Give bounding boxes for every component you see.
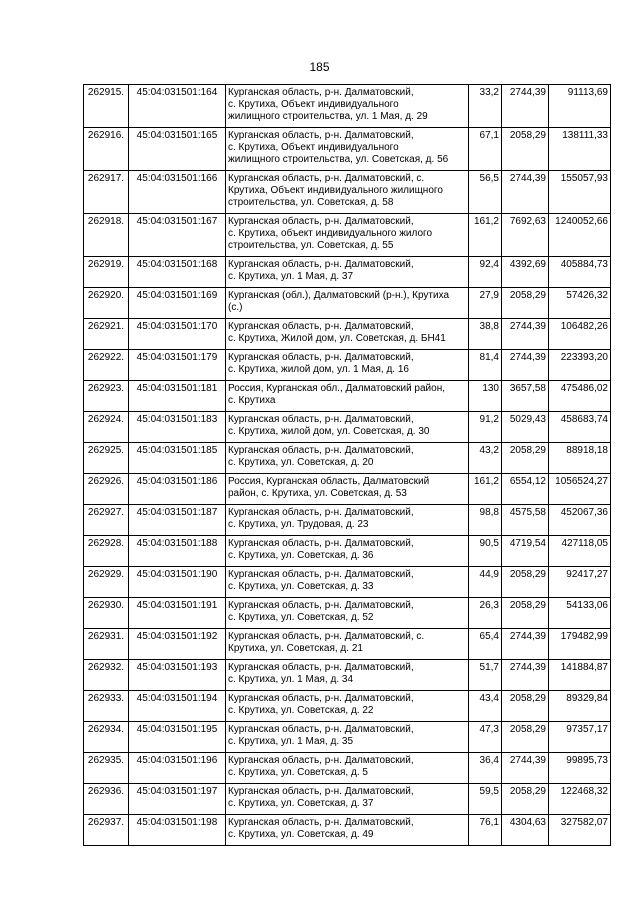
cadastral-number-cell: 45:04:031501:170 bbox=[129, 319, 226, 350]
table-row bbox=[84, 257, 611, 288]
cadastral-value-cell: 89329,84 bbox=[549, 691, 611, 722]
row-number-cell: 262921. bbox=[84, 319, 129, 350]
address-cell: Курганская (обл.), Далматовский (р-н.), Крутиха (с.) bbox=[226, 288, 469, 319]
area-cell: 90,5 bbox=[469, 536, 502, 567]
specific-value-cell: 2744,39 bbox=[502, 171, 549, 214]
row-number-cell: 262924. bbox=[84, 412, 129, 443]
cadastral-value-cell: 91113,69 bbox=[549, 85, 611, 128]
specific-value-cell: 4392,69 bbox=[502, 257, 549, 288]
table-row bbox=[84, 381, 611, 412]
row-number-cell: 262937. bbox=[84, 815, 129, 846]
area-cell: 67,1 bbox=[469, 128, 502, 171]
table-row bbox=[84, 412, 611, 443]
row-number-cell: 262920. bbox=[84, 288, 129, 319]
area-cell: 130 bbox=[469, 381, 502, 412]
cadastral-number-cell: 45:04:031501:179 bbox=[129, 350, 226, 381]
address-cell: Курганская область, р-н. Далматовский, с. Крутиха, ул. Советская, д. 33 bbox=[226, 567, 469, 598]
table-row bbox=[84, 598, 611, 629]
address-cell: Курганская область, р-н. Далматовский, с. Крутиха, ул. Советская, д. 20 bbox=[226, 443, 469, 474]
address-cell: Курганская область, р-н. Далматовский, с. Крутиха, Объект индивидуального жилищного строительства, ул. Советская, д. 56 bbox=[226, 128, 469, 171]
cadastral-value-cell: 223393,20 bbox=[549, 350, 611, 381]
table-row bbox=[84, 350, 611, 381]
area-cell: 38,8 bbox=[469, 319, 502, 350]
cadastral-value-cell: 106482,26 bbox=[549, 319, 611, 350]
address-cell: Курганская область, р-н. Далматовский, с. Крутиха, ул. 1 Мая, д. 37 bbox=[226, 257, 469, 288]
address-cell: Курганская область, р-н. Далматовский, с. Крутиха, ул. Советская, д. 36 bbox=[226, 536, 469, 567]
cadastral-number-cell: 45:04:031501:181 bbox=[129, 381, 226, 412]
specific-value-cell: 2058,29 bbox=[502, 128, 549, 171]
row-number-cell: 262927. bbox=[84, 505, 129, 536]
row-number-cell: 262923. bbox=[84, 381, 129, 412]
cadastral-value-cell: 57426,32 bbox=[549, 288, 611, 319]
address-cell: Курганская область, р-н. Далматовский, с. Крутиха, ул. Советская, д. 5 bbox=[226, 753, 469, 784]
table-row bbox=[84, 505, 611, 536]
address-cell: Курганская область, р-н. Далматовский, с. Крутиха, ул. Советская, д. 37 bbox=[226, 784, 469, 815]
specific-value-cell: 2058,29 bbox=[502, 567, 549, 598]
cadastral-value-cell: 88918,18 bbox=[549, 443, 611, 474]
specific-value-cell: 3657,58 bbox=[502, 381, 549, 412]
address-cell: Россия, Курганская обл., Далматовский район, с. Крутиха bbox=[226, 381, 469, 412]
area-cell: 98,8 bbox=[469, 505, 502, 536]
row-number-cell: 262933. bbox=[84, 691, 129, 722]
cadastral-number-cell: 45:04:031501:194 bbox=[129, 691, 226, 722]
area-cell: 26,3 bbox=[469, 598, 502, 629]
address-cell: Курганская область, р-н. Далматовский, с. Крутиха, Объект индивидуального жилищного строительства, ул. 1 Мая, д. 29 bbox=[226, 85, 469, 128]
cadastral-number-cell: 45:04:031501:198 bbox=[129, 815, 226, 846]
cadastral-number-cell: 45:04:031501:193 bbox=[129, 660, 226, 691]
table-row bbox=[84, 214, 611, 257]
cadastral-value-cell: 458683,74 bbox=[549, 412, 611, 443]
row-number-cell: 262915. bbox=[84, 85, 129, 128]
area-cell: 92,4 bbox=[469, 257, 502, 288]
row-number-cell: 262922. bbox=[84, 350, 129, 381]
specific-value-cell: 6554,12 bbox=[502, 474, 549, 505]
specific-value-cell: 2744,39 bbox=[502, 660, 549, 691]
specific-value-cell: 2744,39 bbox=[502, 350, 549, 381]
specific-value-cell: 2744,39 bbox=[502, 319, 549, 350]
address-cell: Россия, Курганская область, Далматовский район, с. Крутиха, ул. Советская, д. 53 bbox=[226, 474, 469, 505]
cadastral-value-cell: 54133,06 bbox=[549, 598, 611, 629]
cadastral-value-cell: 97357,17 bbox=[549, 722, 611, 753]
specific-value-cell: 2058,29 bbox=[502, 443, 549, 474]
cadastral-value-cell: 92417,27 bbox=[549, 567, 611, 598]
cadastral-number-cell: 45:04:031501:185 bbox=[129, 443, 226, 474]
specific-value-cell: 7692,63 bbox=[502, 214, 549, 257]
area-cell: 36,4 bbox=[469, 753, 502, 784]
cadastral-number-cell: 45:04:031501:186 bbox=[129, 474, 226, 505]
row-number-cell: 262926. bbox=[84, 474, 129, 505]
area-cell: 33,2 bbox=[469, 85, 502, 128]
registry-table bbox=[83, 84, 611, 846]
table-row bbox=[84, 319, 611, 350]
row-number-cell: 262928. bbox=[84, 536, 129, 567]
cadastral-number-cell: 45:04:031501:188 bbox=[129, 536, 226, 567]
table-row bbox=[84, 691, 611, 722]
table-row bbox=[84, 722, 611, 753]
row-number-cell: 262930. bbox=[84, 598, 129, 629]
table-row bbox=[84, 288, 611, 319]
address-cell: Курганская область, р-н. Далматовский, с. Крутиха, ул. 1 Мая, д. 34 bbox=[226, 660, 469, 691]
row-number-cell: 262925. bbox=[84, 443, 129, 474]
specific-value-cell: 2058,29 bbox=[502, 784, 549, 815]
address-cell: Курганская область, р-н. Далматовский, с. Крутиха, ул. Трудовая, д. 23 bbox=[226, 505, 469, 536]
area-cell: 76,1 bbox=[469, 815, 502, 846]
table-row bbox=[84, 474, 611, 505]
specific-value-cell: 5029,43 bbox=[502, 412, 549, 443]
cadastral-value-cell: 475486,02 bbox=[549, 381, 611, 412]
address-cell: Курганская область, р-н. Далматовский, с. Крутиха, объект индивидуального жилого строительства, ул. Советская, д. 55 bbox=[226, 214, 469, 257]
cadastral-value-cell: 452067,36 bbox=[549, 505, 611, 536]
address-cell: Курганская область, р-н. Далматовский, с. Крутиха, Объект индивидуального жилищного строительства, ул. Советская, д. 58 bbox=[226, 171, 469, 214]
address-cell: Курганская область, р-н. Далматовский, с. Крутиха, ул. Советская, д. 52 bbox=[226, 598, 469, 629]
area-cell: 43,2 bbox=[469, 443, 502, 474]
cadastral-number-cell: 45:04:031501:168 bbox=[129, 257, 226, 288]
row-number-cell: 262929. bbox=[84, 567, 129, 598]
row-number-cell: 262919. bbox=[84, 257, 129, 288]
address-cell: Курганская область, р-н. Далматовский, с. Крутиха, ул. Советская, д. 21 bbox=[226, 629, 469, 660]
cadastral-value-cell: 1240052,66 bbox=[549, 214, 611, 257]
area-cell: 56,5 bbox=[469, 171, 502, 214]
specific-value-cell: 2058,29 bbox=[502, 288, 549, 319]
row-number-cell: 262917. bbox=[84, 171, 129, 214]
area-cell: 161,2 bbox=[469, 474, 502, 505]
area-cell: 161,2 bbox=[469, 214, 502, 257]
cadastral-value-cell: 1056524,27 bbox=[549, 474, 611, 505]
table-row bbox=[84, 660, 611, 691]
specific-value-cell: 2058,29 bbox=[502, 598, 549, 629]
cadastral-number-cell: 45:04:031501:167 bbox=[129, 214, 226, 257]
specific-value-cell: 2744,39 bbox=[502, 85, 549, 128]
cadastral-number-cell: 45:04:031501:164 bbox=[129, 85, 226, 128]
cadastral-value-cell: 327582,07 bbox=[549, 815, 611, 846]
cadastral-number-cell: 45:04:031501:190 bbox=[129, 567, 226, 598]
cadastral-value-cell: 427118,05 bbox=[549, 536, 611, 567]
table-row bbox=[84, 567, 611, 598]
specific-value-cell: 2058,29 bbox=[502, 722, 549, 753]
area-cell: 27,9 bbox=[469, 288, 502, 319]
address-cell: Курганская область, р-н. Далматовский, с. Крутиха, ул. 1 Мая, д. 35 bbox=[226, 722, 469, 753]
cadastral-value-cell: 155057,93 bbox=[549, 171, 611, 214]
table-row bbox=[84, 85, 611, 128]
registry-table-body bbox=[84, 85, 611, 846]
address-cell: Курганская область, р-н. Далматовский, с. Крутиха, ул. Советская, д. 49 bbox=[226, 815, 469, 846]
specific-value-cell: 2744,39 bbox=[502, 753, 549, 784]
cadastral-number-cell: 45:04:031501:192 bbox=[129, 629, 226, 660]
cadastral-number-cell: 45:04:031501:166 bbox=[129, 171, 226, 214]
table-row bbox=[84, 753, 611, 784]
table-row bbox=[84, 784, 611, 815]
specific-value-cell: 4304,63 bbox=[502, 815, 549, 846]
address-cell: Курганская область, р-н. Далматовский, с. Крутиха, ул. Советская, д. 22 bbox=[226, 691, 469, 722]
row-number-cell: 262935. bbox=[84, 753, 129, 784]
cadastral-number-cell: 45:04:031501:196 bbox=[129, 753, 226, 784]
table-row bbox=[84, 629, 611, 660]
page-number: 185 bbox=[309, 60, 330, 74]
cadastral-number-cell: 45:04:031501:165 bbox=[129, 128, 226, 171]
cadastral-value-cell: 138111,33 bbox=[549, 128, 611, 171]
row-number-cell: 262934. bbox=[84, 722, 129, 753]
cadastral-value-cell: 99895,73 bbox=[549, 753, 611, 784]
cadastral-number-cell: 45:04:031501:187 bbox=[129, 505, 226, 536]
table-row bbox=[84, 536, 611, 567]
area-cell: 91,2 bbox=[469, 412, 502, 443]
address-cell: Курганская область, р-н. Далматовский, с. Крутиха, жилой дом, ул. 1 Мая, д. 16 bbox=[226, 350, 469, 381]
cadastral-value-cell: 405884,73 bbox=[549, 257, 611, 288]
area-cell: 43,4 bbox=[469, 691, 502, 722]
table-row bbox=[84, 128, 611, 171]
cadastral-number-cell: 45:04:031501:169 bbox=[129, 288, 226, 319]
table-row bbox=[84, 443, 611, 474]
area-cell: 47,3 bbox=[469, 722, 502, 753]
area-cell: 44,9 bbox=[469, 567, 502, 598]
row-number-cell: 262918. bbox=[84, 214, 129, 257]
area-cell: 81,4 bbox=[469, 350, 502, 381]
row-number-cell: 262916. bbox=[84, 128, 129, 171]
area-cell: 51,7 bbox=[469, 660, 502, 691]
table-row bbox=[84, 171, 611, 214]
cadastral-value-cell: 141884,87 bbox=[549, 660, 611, 691]
row-number-cell: 262936. bbox=[84, 784, 129, 815]
cadastral-number-cell: 45:04:031501:195 bbox=[129, 722, 226, 753]
address-cell: Курганская область, р-н. Далматовский, с. Крутиха, Жилой дом, ул. Советская, д. БН41 bbox=[226, 319, 469, 350]
cadastral-value-cell: 179482,99 bbox=[549, 629, 611, 660]
specific-value-cell: 2744,39 bbox=[502, 629, 549, 660]
row-number-cell: 262931. bbox=[84, 629, 129, 660]
table-row bbox=[84, 815, 611, 846]
cadastral-number-cell: 45:04:031501:197 bbox=[129, 784, 226, 815]
specific-value-cell: 4719,54 bbox=[502, 536, 549, 567]
area-cell: 59,5 bbox=[469, 784, 502, 815]
cadastral-number-cell: 45:04:031501:191 bbox=[129, 598, 226, 629]
area-cell: 65,4 bbox=[469, 629, 502, 660]
cadastral-value-cell: 122468,32 bbox=[549, 784, 611, 815]
specific-value-cell: 4575,58 bbox=[502, 505, 549, 536]
address-cell: Курганская область, р-н. Далматовский, с. Крутиха, жилой дом, ул. Советская, д. 30 bbox=[226, 412, 469, 443]
specific-value-cell: 2058,29 bbox=[502, 691, 549, 722]
row-number-cell: 262932. bbox=[84, 660, 129, 691]
cadastral-number-cell: 45:04:031501:183 bbox=[129, 412, 226, 443]
